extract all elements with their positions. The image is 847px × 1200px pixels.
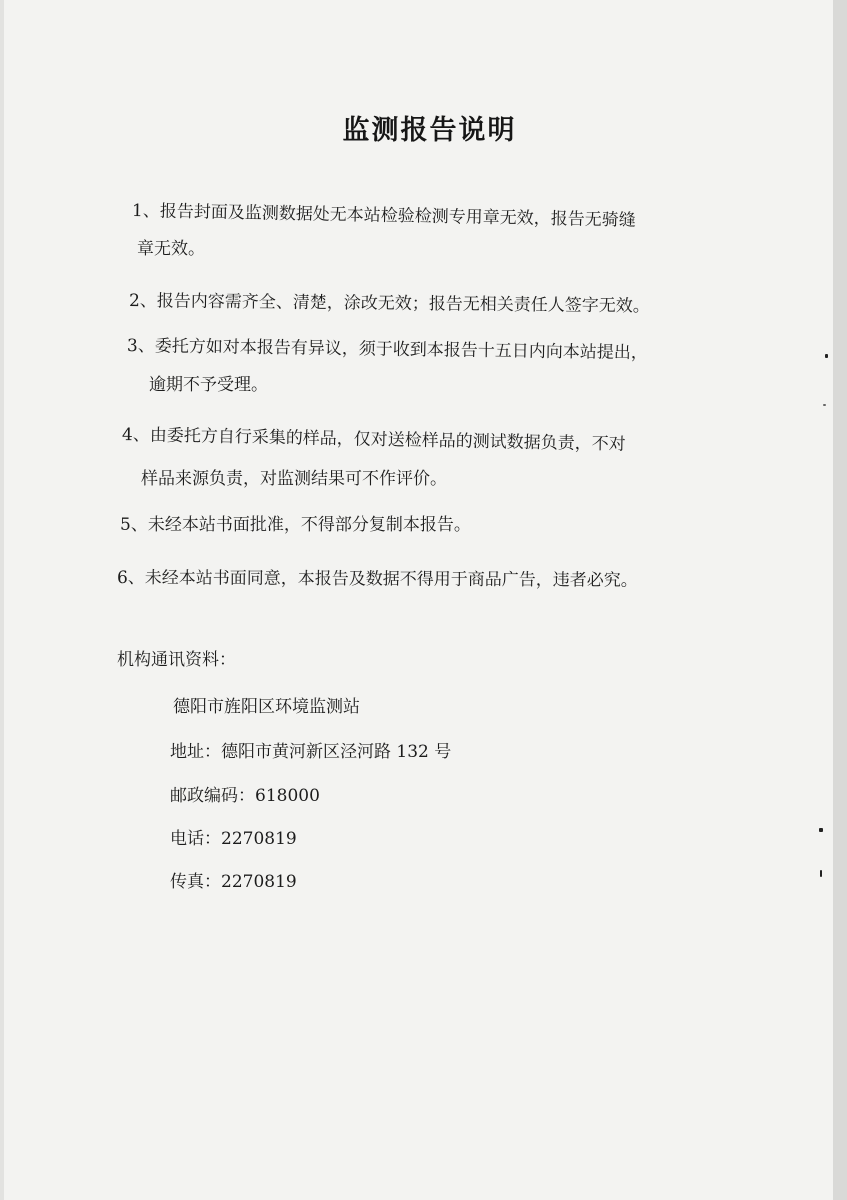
scan-edge-right — [833, 0, 847, 1200]
notice-item-4-continued: 样品来源负责，对监测结果可不作评价。 — [141, 469, 447, 489]
notice-item-3: 3、委托方如对本报告有异议，须于收到本报告十五日内向本站提出， — [126, 336, 648, 364]
notice-item-5: 5、未经本站书面批准，不得部分复制本报告。 — [120, 515, 471, 535]
notice-item-1: 1、报告封面及监测数据处无本站检验检测专用章无效，报告无骑缝 — [131, 201, 636, 231]
scan-speck — [820, 870, 822, 877]
page-title: 监测报告说明 — [342, 115, 517, 146]
notice-item-3-continued: 逾期不予受理。 — [149, 375, 268, 395]
contact-organization: 德阳市旌阳区环境监测站 — [173, 697, 360, 717]
notice-item-6: 6、未经本站书面同意，本报告及数据不得用于商品广告，违者必究。 — [116, 568, 638, 591]
contact-phone: 电话：2270819 — [170, 829, 297, 849]
contact-postal-code: 邮政编码：618000 — [170, 786, 320, 806]
notice-item-1-continued: 章无效。 — [137, 239, 205, 259]
scan-speck — [819, 828, 823, 832]
contact-heading: 机构通讯资料： — [117, 650, 236, 670]
contact-address: 地址：德阳市黄河新区泾河路 132 号 — [170, 742, 452, 762]
scan-edge-left — [0, 0, 4, 1200]
contact-fax: 传真：2270819 — [170, 872, 297, 892]
scan-speck — [823, 404, 826, 406]
notice-item-2: 2、报告内容需齐全、清楚，涂改无效；报告无相关责任人签字无效。 — [128, 291, 650, 317]
scan-speck — [825, 354, 828, 358]
notice-item-4: 4、由委托方自行采集的样品，仅对送检样品的测试数据负责，不对 — [121, 425, 626, 455]
